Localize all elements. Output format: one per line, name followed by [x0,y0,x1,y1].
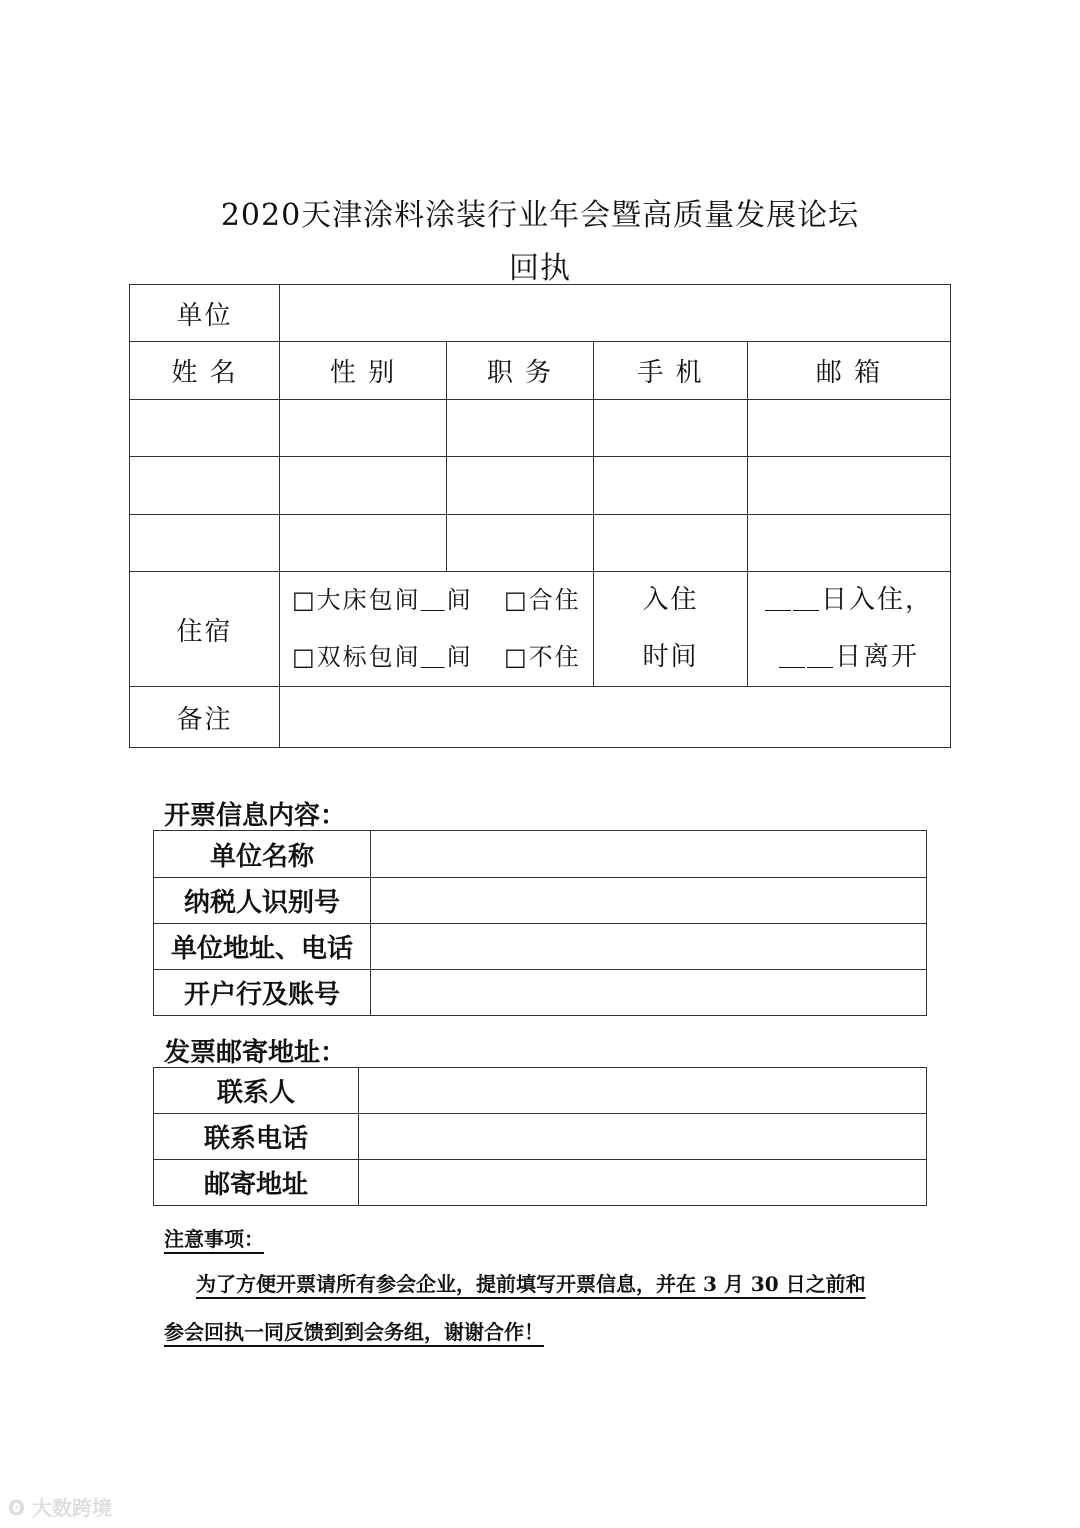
position-field[interactable] [447,457,594,515]
checkin-label-time: 时间 [642,642,699,672]
gender-field[interactable] [280,457,447,515]
watermark-icon: ʘ [8,1496,32,1520]
option-no-stay[interactable]: □不住 [504,643,581,671]
header-position: 职 务 [447,342,594,400]
mailing-field[interactable] [359,1160,927,1206]
mailing-label: 联系人 [154,1068,359,1114]
invoice-label: 开户行及账号 [154,970,371,1016]
checkin-label: 入住 [642,585,699,615]
lodging-label: 住宿 [130,572,280,687]
name-field[interactable] [130,515,280,572]
mailing-field[interactable] [359,1114,927,1160]
mailing-field[interactable] [359,1068,927,1114]
invoice-field[interactable] [371,924,927,970]
remarks-field[interactable] [280,687,951,748]
table-row [130,515,951,572]
invoice-label: 单位地址、电话 [154,924,371,970]
mailing-label: 联系电话 [154,1114,359,1160]
document-subtitle: 回执 [509,251,571,286]
option-king-room[interactable]: □大床包间＿间 [292,586,473,614]
option-twin-room[interactable]: □双标包间＿间 [292,643,473,671]
email-field[interactable] [748,400,951,457]
notes-line-1: 为了方便开票请所有参会企业，提前填写开票信息，并在 3 月 30 日之前和 [196,1272,866,1296]
checkout-date-field[interactable]: ＿＿日离开 [778,642,919,672]
watermark-logo: ʘ 大数跨境 [8,1496,112,1520]
checkin-date-field[interactable]: ＿＿日入住， [764,585,933,615]
document-title: 2020天津涂料涂装行业年会暨高质量发展论坛 [220,198,860,233]
email-field[interactable] [748,457,951,515]
lodging-row [130,572,951,687]
unit-field[interactable] [280,285,951,342]
phone-field[interactable] [594,400,748,457]
header-gender: 性 别 [280,342,447,400]
mailing-heading: 发票邮寄地址： [164,1038,347,1068]
position-field[interactable] [447,400,594,457]
gender-field[interactable] [280,400,447,457]
lodging-options [280,572,594,687]
email-field[interactable] [748,515,951,572]
header-phone: 手 机 [594,342,748,400]
invoice-field[interactable] [371,831,927,878]
header-name: 姓 名 [130,342,280,400]
remarks-label: 备注 [130,687,280,748]
invoice-label: 纳税人识别号 [154,878,371,924]
name-field[interactable] [130,400,280,457]
mailing-label: 邮寄地址 [154,1160,359,1206]
invoice-label: 单位名称 [154,831,371,878]
notes-heading: 注意事项： [164,1227,264,1251]
invoice-heading: 开票信息内容： [164,801,347,831]
table-row [130,457,951,515]
option-shared[interactable]: □合住 [504,586,581,614]
mailing-table [153,1067,927,1206]
unit-label: 单位 [130,285,280,342]
header-email: 邮 箱 [748,342,951,400]
registration-table [129,284,951,748]
position-field[interactable] [447,515,594,572]
phone-field[interactable] [594,457,748,515]
notes-line-2: 参会回执一同反馈到到会务组，谢谢合作！ [164,1320,544,1344]
invoice-table [153,830,927,1016]
invoice-field[interactable] [371,970,927,1016]
gender-field[interactable] [280,515,447,572]
header-row [130,342,951,400]
table-row [130,400,951,457]
phone-field[interactable] [594,515,748,572]
invoice-field[interactable] [371,878,927,924]
name-field[interactable] [130,457,280,515]
